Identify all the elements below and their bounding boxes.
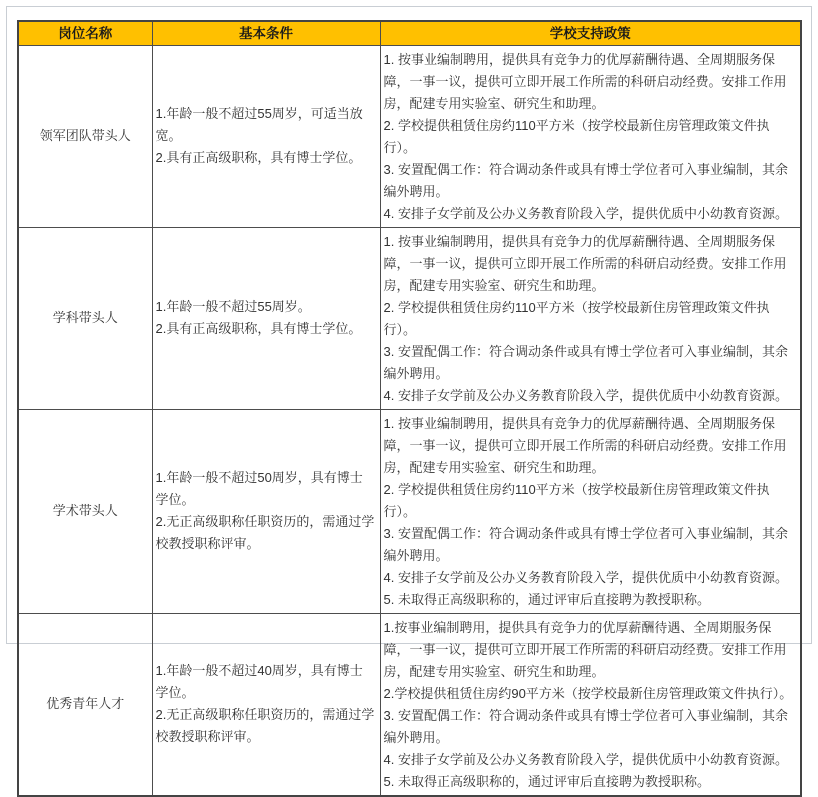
policy-item: 1. 按事业编制聘用，提供具有竞争力的优厚薪酬待遇、全周期服务保障，一事一议，提供可立即开展工作所需的科研启动经费。安排工作用房，配建专用实验室、研究生和助理。	[384, 413, 797, 479]
policy-item: 5. 未取得正高级职称的，通过评审后直接聘为教授职称。	[384, 589, 797, 611]
condition-item: 2.无正高级职称任职资历的，需通过学校教授职称评审。	[156, 511, 376, 555]
condition-item: 2.无正高级职称任职资历的，需通过学校教授职称评审。	[156, 704, 376, 748]
table-header	[18, 21, 801, 45]
condition-item: 1.年龄一般不超过40周岁，具有博士学位。	[156, 660, 376, 704]
table-row-discipline-leader	[18, 227, 801, 409]
position-name-cell: 学科带头人	[18, 227, 152, 409]
condition-item: 1.年龄一般不超过55周岁。	[156, 296, 376, 318]
condition-item: 1.年龄一般不超过50周岁，具有博士学位。	[156, 467, 376, 511]
page-frame	[6, 6, 812, 644]
policy-item: 2.学校提供租赁住房约90平方米（按学校最新住房管理政策文件执行）。	[384, 683, 797, 705]
col-header-support-policies: 学校支持政策	[380, 21, 801, 45]
col-header-basic-conditions: 基本条件	[152, 21, 380, 45]
conditions-cell	[152, 613, 380, 796]
header-row	[18, 21, 801, 45]
policy-item: 4. 安排子女学前及公办义务教育阶段入学，提供优质中小幼教育资源。	[384, 203, 797, 225]
conditions-cell	[152, 227, 380, 409]
condition-item: 2.具有正高级职称，具有博士学位。	[156, 147, 376, 169]
policy-item: 2. 学校提供租赁住房约110平方米（按学校最新住房管理政策文件执行）。	[384, 115, 797, 159]
policies-cell	[380, 409, 801, 613]
condition-item: 1.年龄一般不超过55周岁，可适当放宽。	[156, 103, 376, 147]
conditions-cell	[152, 45, 380, 227]
policy-item: 3. 安置配偶工作：符合调动条件或具有博士学位者可入事业编制，其余编外聘用。	[384, 341, 797, 385]
policy-item: 3. 安置配偶工作：符合调动条件或具有博士学位者可入事业编制，其余编外聘用。	[384, 523, 797, 567]
table-row-outstanding-young-talent	[18, 613, 801, 796]
positions-table	[17, 20, 802, 797]
policy-item: 2. 学校提供租赁住房约110平方米（按学校最新住房管理政策文件执行）。	[384, 479, 797, 523]
policy-item: 3. 安置配偶工作：符合调动条件或具有博士学位者可入事业编制，其余编外聘用。	[384, 705, 797, 749]
policy-item: 3. 安置配偶工作：符合调动条件或具有博士学位者可入事业编制，其余编外聘用。	[384, 159, 797, 203]
policies-cell	[380, 227, 801, 409]
policy-item: 2. 学校提供租赁住房约110平方米（按学校最新住房管理政策文件执行）。	[384, 297, 797, 341]
position-name-cell: 优秀青年人才	[18, 613, 152, 796]
policies-cell	[380, 613, 801, 796]
policy-item: 1.按事业编制聘用，提供具有竞争力的优厚薪酬待遇、全周期服务保障，一事一议，提供可立即开展工作所需的科研启动经费。安排工作用房，配建专用实验室、研究生和助理。	[384, 617, 797, 683]
table-row-leading-team-leader	[18, 45, 801, 227]
policy-item: 1. 按事业编制聘用，提供具有竞争力的优厚薪酬待遇、全周期服务保障，一事一议，提供可立即开展工作所需的科研启动经费。安排工作用房，配建专用实验室、研究生和助理。	[384, 49, 797, 115]
policies-cell	[380, 45, 801, 227]
policy-item: 5. 未取得正高级职称的，通过评审后直接聘为教授职称。	[384, 771, 797, 793]
policy-item: 1. 按事业编制聘用，提供具有竞争力的优厚薪酬待遇、全周期服务保障，一事一议，提供可立即开展工作所需的科研启动经费。安排工作用房，配建专用实验室、研究生和助理。	[384, 231, 797, 297]
position-name-cell: 领军团队带头人	[18, 45, 152, 227]
col-header-position-name: 岗位名称	[18, 21, 152, 45]
policy-item: 4. 安排子女学前及公办义务教育阶段入学，提供优质中小幼教育资源。	[384, 749, 797, 771]
condition-item: 2.具有正高级职称，具有博士学位。	[156, 318, 376, 340]
position-name-cell: 学术带头人	[18, 409, 152, 613]
policy-item: 4. 安排子女学前及公办义务教育阶段入学，提供优质中小幼教育资源。	[384, 385, 797, 407]
table-row-academic-leader	[18, 409, 801, 613]
conditions-cell	[152, 409, 380, 613]
policy-item: 4. 安排子女学前及公办义务教育阶段入学，提供优质中小幼教育资源。	[384, 567, 797, 589]
